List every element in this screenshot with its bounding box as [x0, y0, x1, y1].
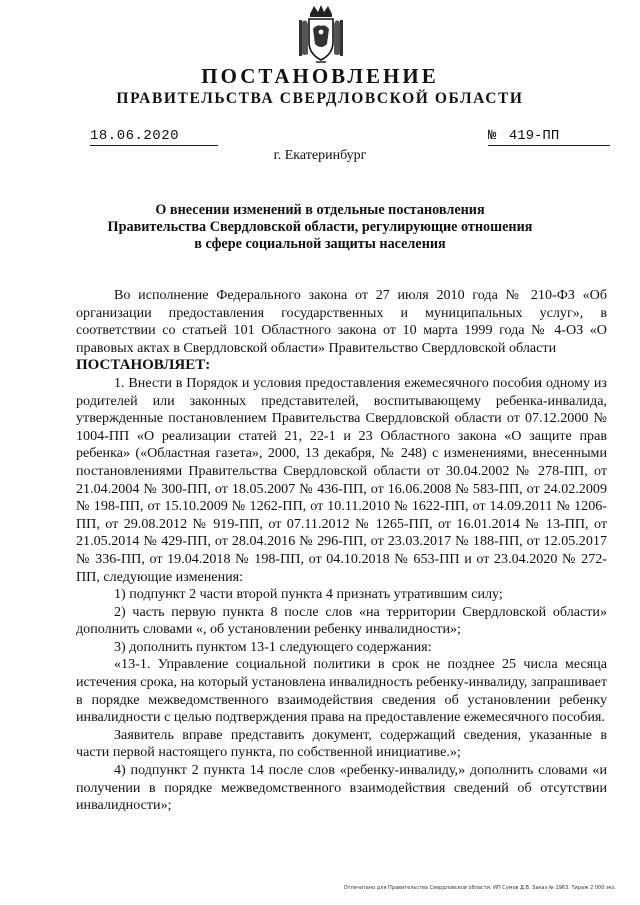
paragraph-sub-4: 4) подпункт 2 пункта 14 после слов «ребенку-инвалиду,» дополнить словами «и получении в порядке межведомственного взаимодействия сведений об отсутствии инвалидности»;: [76, 762, 607, 814]
city: г. Екатеринбург: [273, 148, 367, 163]
heading-line-2: Правительства Свердловской области, регулирующие отношения: [107, 219, 533, 235]
heading-line-1: О внесении изменений в отдельные постановления: [155, 202, 485, 218]
coat-of-arms-icon: [296, 4, 346, 64]
paragraph-sub-1: 1) подпункт 2 части второй пункта 4 признать утратившим силу;: [114, 586, 503, 603]
document-number: [488, 128, 610, 146]
paragraph-sub-3: 3) дополнить пунктом 13-1 следующего содержания:: [114, 638, 432, 655]
intro-paragraph: Во исполнение Федерального закона от 27 июля 2010 года № 210-ФЗ «Об организации предоставления государственных и муниципальных услуг», в соответствии со статьей 101 Областного закона от 10 марта 1999 года № 4-ОЗ «О правовых актах в Свердловской области» Правительство Свердловской области: [76, 287, 607, 356]
paragraph-item-1: 1. Внести в Порядок и условия предоставления ежемесячного пособия одному из родителей или законных представителей, воспитывающему ребенка-инвалида, утвержденные постановлением Правительства Свердловской области от 07.12.2000 № 1004-ПП «О реализации статей 21, 22-1 и 23 Областного закона «О защите прав ребенка» («Областная газета», 2000, 13 декабря, № 248) с изменениями, внесенными постановлениями Правительства Свердловской области от 30.04.2002 № 278-ПП, от 21.04.2004 № 300-ПП, от 18.05.2007 № 436-ПП, от 16.06.2008 № 583-ПП, от 24.02.2009 № 198-ПП, от 15.10.2009 № 1262-ПП, от 10.11.2010 № 1622-ПП, от 14.09.2011 № 1206-ПП, от 29.08.2012 № 919-ПП, от 07.11.2012 № 1265-ПП, от 16.01.2014 № 13-ПП, от 21.05.2014 № 429-ПП, от 28.04.2016 № 296-ПП, от 23.03.2017 № 188-ПП, от 12.05.2017 № 336-ПП, от 19.04.2018 № 198-ПП, от 04.10.2018 № 653-ПП и от 23.04.2020 № 272-ПП, следующие изменения:: [76, 374, 607, 585]
heading-line-3: в сфере социальной защиты населения: [194, 236, 446, 252]
paragraph-sub-2: 2) часть первую пункта 8 после слов «на территории Свердловской области» дополнить словами «, об установлении ребенку инвалидности»;: [76, 603, 607, 638]
number-sign: №: [488, 128, 497, 144]
issuer-title: ПРАВИТЕЛЬСТВА СВЕРДЛОВСКОЙ ОБЛАСТИ: [116, 90, 524, 107]
print-imprint: Отпечатано для Правительства Свердловской области. ИП Сумов Д.В. Заказ № 1963. Тираж 2 000 экз.: [343, 885, 616, 891]
quote-paragraph-1: «13-1. Управление социальной политики в срок не позднее 25 числа месяца истечения срока, на который установлена инвалидность ребенку-инвалиду, запрашивает в порядке межведомственного взаимодействия сведения об установлении ребенку инвалидности с целью подтверждения права на предоставление ежемесячного пособия.: [76, 656, 607, 726]
document-body: [76, 287, 607, 815]
decree-word: ПОСТАНОВЛЯЕТ:: [76, 357, 211, 374]
document-type-title: ПОСТАНОВЛЕНИЕ: [201, 64, 439, 88]
number-value: 419-ПП: [508, 128, 560, 144]
document-date: 18.06.2020: [90, 128, 218, 146]
quote-paragraph-2: Заявитель вправе представить документ, содержащий сведения, указанные в части первой настоящего пункта, по собственной инициативе.»;: [76, 726, 607, 761]
document-heading: [80, 202, 560, 253]
